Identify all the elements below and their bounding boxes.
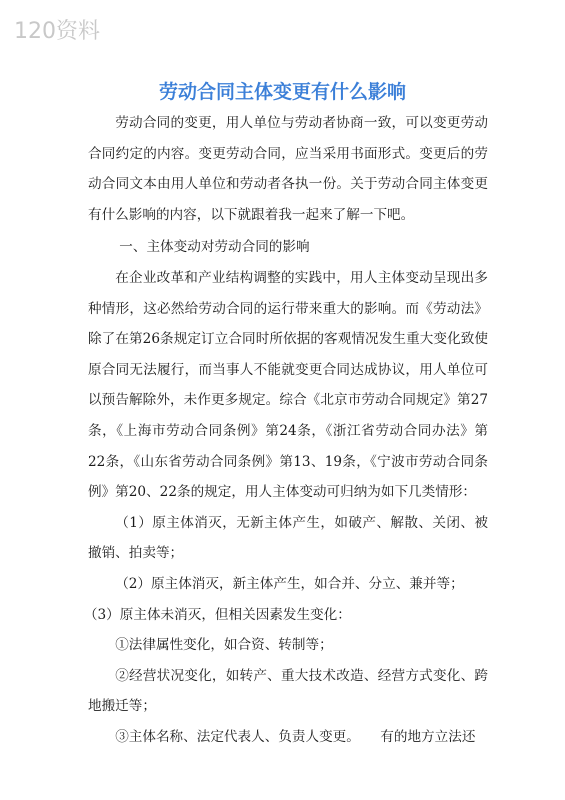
watermark: 120资料 xyxy=(14,19,100,44)
document-title: 劳动合同主体变更有什么影响 xyxy=(158,81,406,103)
sub-list-item: ②经营状况变化，如转产、重大技术改造、经营方式变化、跨地搬迁等； xyxy=(88,667,488,715)
sub-list-item: ①法律属性变化，如合资、转制等； xyxy=(115,637,333,654)
document-body xyxy=(83,108,488,752)
body-paragraph: 在企业改革和产业结构调整的实践中，用人主体变动呈现出多种情形，这必然给劳动合同的运行带来重大的影响。而《劳动法》除了在第26条规定订立合同时所依据的客观情况发生重大变化致使原合同无法履行，而当事人不能就变更合同达成协议，用人单位可以预告解除外，未作更多规定。综合《北京市劳动合同规定》第27条，《上海市劳动合同条例》第24条，《浙江省劳动合同办法》第22条，《山东省劳动合同条例》第13、19条，《宁波市劳动合同条例》第20、22条的规定，用人主体变动可归纳为如下几类情形： xyxy=(88,269,488,501)
intro-paragraph: 劳动合同的变更，用人单位与劳动者协商一致，可以变更劳动合同约定的内容。变更劳动合同，应当采用书面形式。变更后的劳动合同文本由用人单位和劳动者各执一份。关于劳动合同主体变更有什么影响的内容，以下就跟着我一起来了解一下吧。 xyxy=(88,115,488,223)
sub-list-item: ③主体名称、法定代表人、负责人变更。 有的地方立法还 xyxy=(115,728,476,745)
section-heading: 一、主体变动对劳动合同的影响 xyxy=(119,239,310,256)
list-item: （1）原主体消灭，无新主体产生，如破产、解散、关闭、被撤销、拍卖等； xyxy=(88,514,488,562)
list-item: （3）原主体未消灭，但相关因素发生变化： xyxy=(83,606,351,623)
list-item: （2）原主体消灭，新主体产生，如合并、分立、兼并等； xyxy=(115,575,464,592)
